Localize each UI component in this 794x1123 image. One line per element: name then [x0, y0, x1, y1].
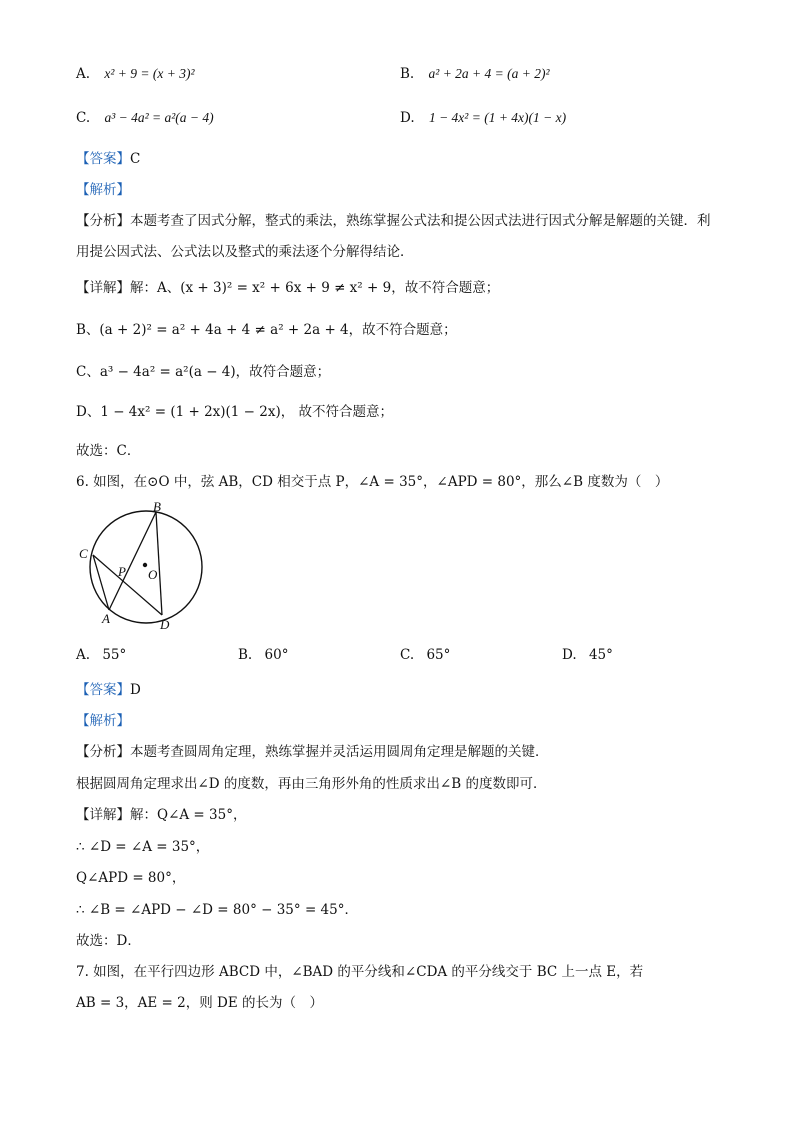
q5-detail-line-1 [76, 276, 499, 296]
label-c: C [79, 546, 88, 561]
q5-detail-line-2: B、(a + 2)² = a² + 4a + 4 ≠ a² + 2a + 4，故不符合题意； [76, 322, 457, 338]
analysis-tag: 【解析】 [76, 713, 130, 729]
chord-ab [109, 512, 156, 610]
option-key: A. [76, 647, 91, 663]
q6-detail-line-4: ∴ ∠B = ∠APD − ∠D = 80° − 35° = 45°． [76, 902, 358, 918]
q5-option-a [76, 66, 195, 82]
q5-choice: 故选：C． [76, 443, 141, 459]
label-o: O [148, 567, 158, 582]
q6-choice: 故选：D． [76, 933, 141, 949]
fenxi-text: 本题考查了因式分解，整式的乘法，熟练掌握公式法和提公因式法进行因式分解是解题的关键．利 [130, 213, 711, 229]
q6-analysis-heading [76, 709, 130, 729]
answer-tag: 【答案】 [76, 682, 130, 698]
answer-value: D [130, 682, 141, 698]
q5-fenxi-line-1 [76, 209, 711, 229]
analysis-tag: 【解析】 [76, 182, 130, 198]
option-key: A. [76, 66, 91, 82]
detail-text: 解：Q∠A = 35°， [130, 807, 247, 823]
q6-answer [76, 678, 141, 698]
center-point [143, 563, 147, 567]
q6-stem: 6. 如图，在⊙O 中，弦 AB，CD 相交于点 P，∠A = 35°，∠APD = 80°，那么∠B 度数为（ ） [76, 474, 669, 490]
option-expression: a³ − 4a² = a²(a − 4) [104, 110, 214, 125]
option-value: 65° [426, 647, 451, 663]
option-expression: a² + 2a + 4 = (a + 2)² [428, 66, 550, 81]
label-a: A [102, 611, 110, 626]
q6-option-a [76, 647, 126, 663]
q6-method: 根据圆周角定理求出∠D 的度数，再由三角形外角的性质求出∠B 的度数即可． [76, 776, 547, 792]
q5-analysis-heading [76, 178, 130, 198]
q5-detail-line-4: D、1 − 4x² = (1 + 2x)(1 − 2x)， 故不符合题意； [76, 404, 394, 420]
chord-ca [93, 555, 109, 610]
label-b: B [153, 499, 161, 514]
option-key: D. [562, 647, 577, 663]
q7-stem-line-1: 7. 如图，在平行四边形 ABCD 中，∠BAD 的平分线和∠CDA 的平分线交于 BC 上一点 E，若 [76, 964, 644, 980]
fenxi-tag: 【分析】 [76, 213, 130, 229]
fenxi-tag: 【分析】 [76, 744, 130, 760]
answer-value: C [130, 151, 141, 167]
option-value: 45° [588, 647, 613, 663]
q6-fenxi [76, 740, 549, 760]
q5-detail-line-3: C、a³ − 4a² = a²(a − 4)，故符合题意； [76, 364, 331, 380]
detail-tag: 【详解】 [76, 280, 130, 296]
option-expression: 1 − 4x² = (1 + 4x)(1 − x) [428, 110, 567, 125]
q6-option-b [238, 647, 288, 663]
detail-tag: 【详解】 [76, 807, 130, 823]
option-key: B. [238, 647, 253, 663]
q5-option-d [400, 110, 566, 126]
q6-circle-figure [76, 497, 206, 632]
option-value: 55° [102, 647, 127, 663]
q6-detail-line-2: ∴ ∠D = ∠A = 35°， [76, 839, 210, 855]
chord-bd [156, 512, 162, 615]
label-d: D [160, 617, 170, 632]
circle-diagram [76, 497, 206, 632]
q7-stem-line-2: AB = 3，AE = 2，则 DE 的长为（ ） [76, 995, 324, 1011]
q6-option-d [562, 647, 613, 663]
answer-tag: 【答案】 [76, 151, 130, 167]
option-key: C. [76, 110, 91, 126]
q6-detail-line-1 [76, 803, 246, 823]
option-key: D. [400, 110, 415, 126]
q5-option-c [76, 110, 214, 126]
q5-fenxi-line-2: 用提公因式法、公式法以及整式的乘法逐个分解得结论． [76, 244, 414, 260]
q5-answer [76, 147, 140, 167]
option-expression: x² + 9 = (x + 3)² [104, 66, 195, 81]
detail-text: 解：A、(x + 3)² = x² + 6x + 9 ≠ x² + 9，故不符合题意； [130, 280, 500, 296]
option-key: B. [400, 66, 415, 82]
label-p: P [118, 564, 126, 579]
option-key: C. [400, 647, 415, 663]
q6-option-c [400, 647, 450, 663]
q6-detail-line-3: Q∠APD = 80°， [76, 870, 186, 886]
chord-cd [93, 555, 162, 615]
q5-option-b [400, 66, 550, 82]
option-value: 60° [264, 647, 289, 663]
fenxi-text: 本题考查圆周角定理，熟练掌握并灵活运用圆周角定理是解题的关键． [130, 744, 549, 760]
